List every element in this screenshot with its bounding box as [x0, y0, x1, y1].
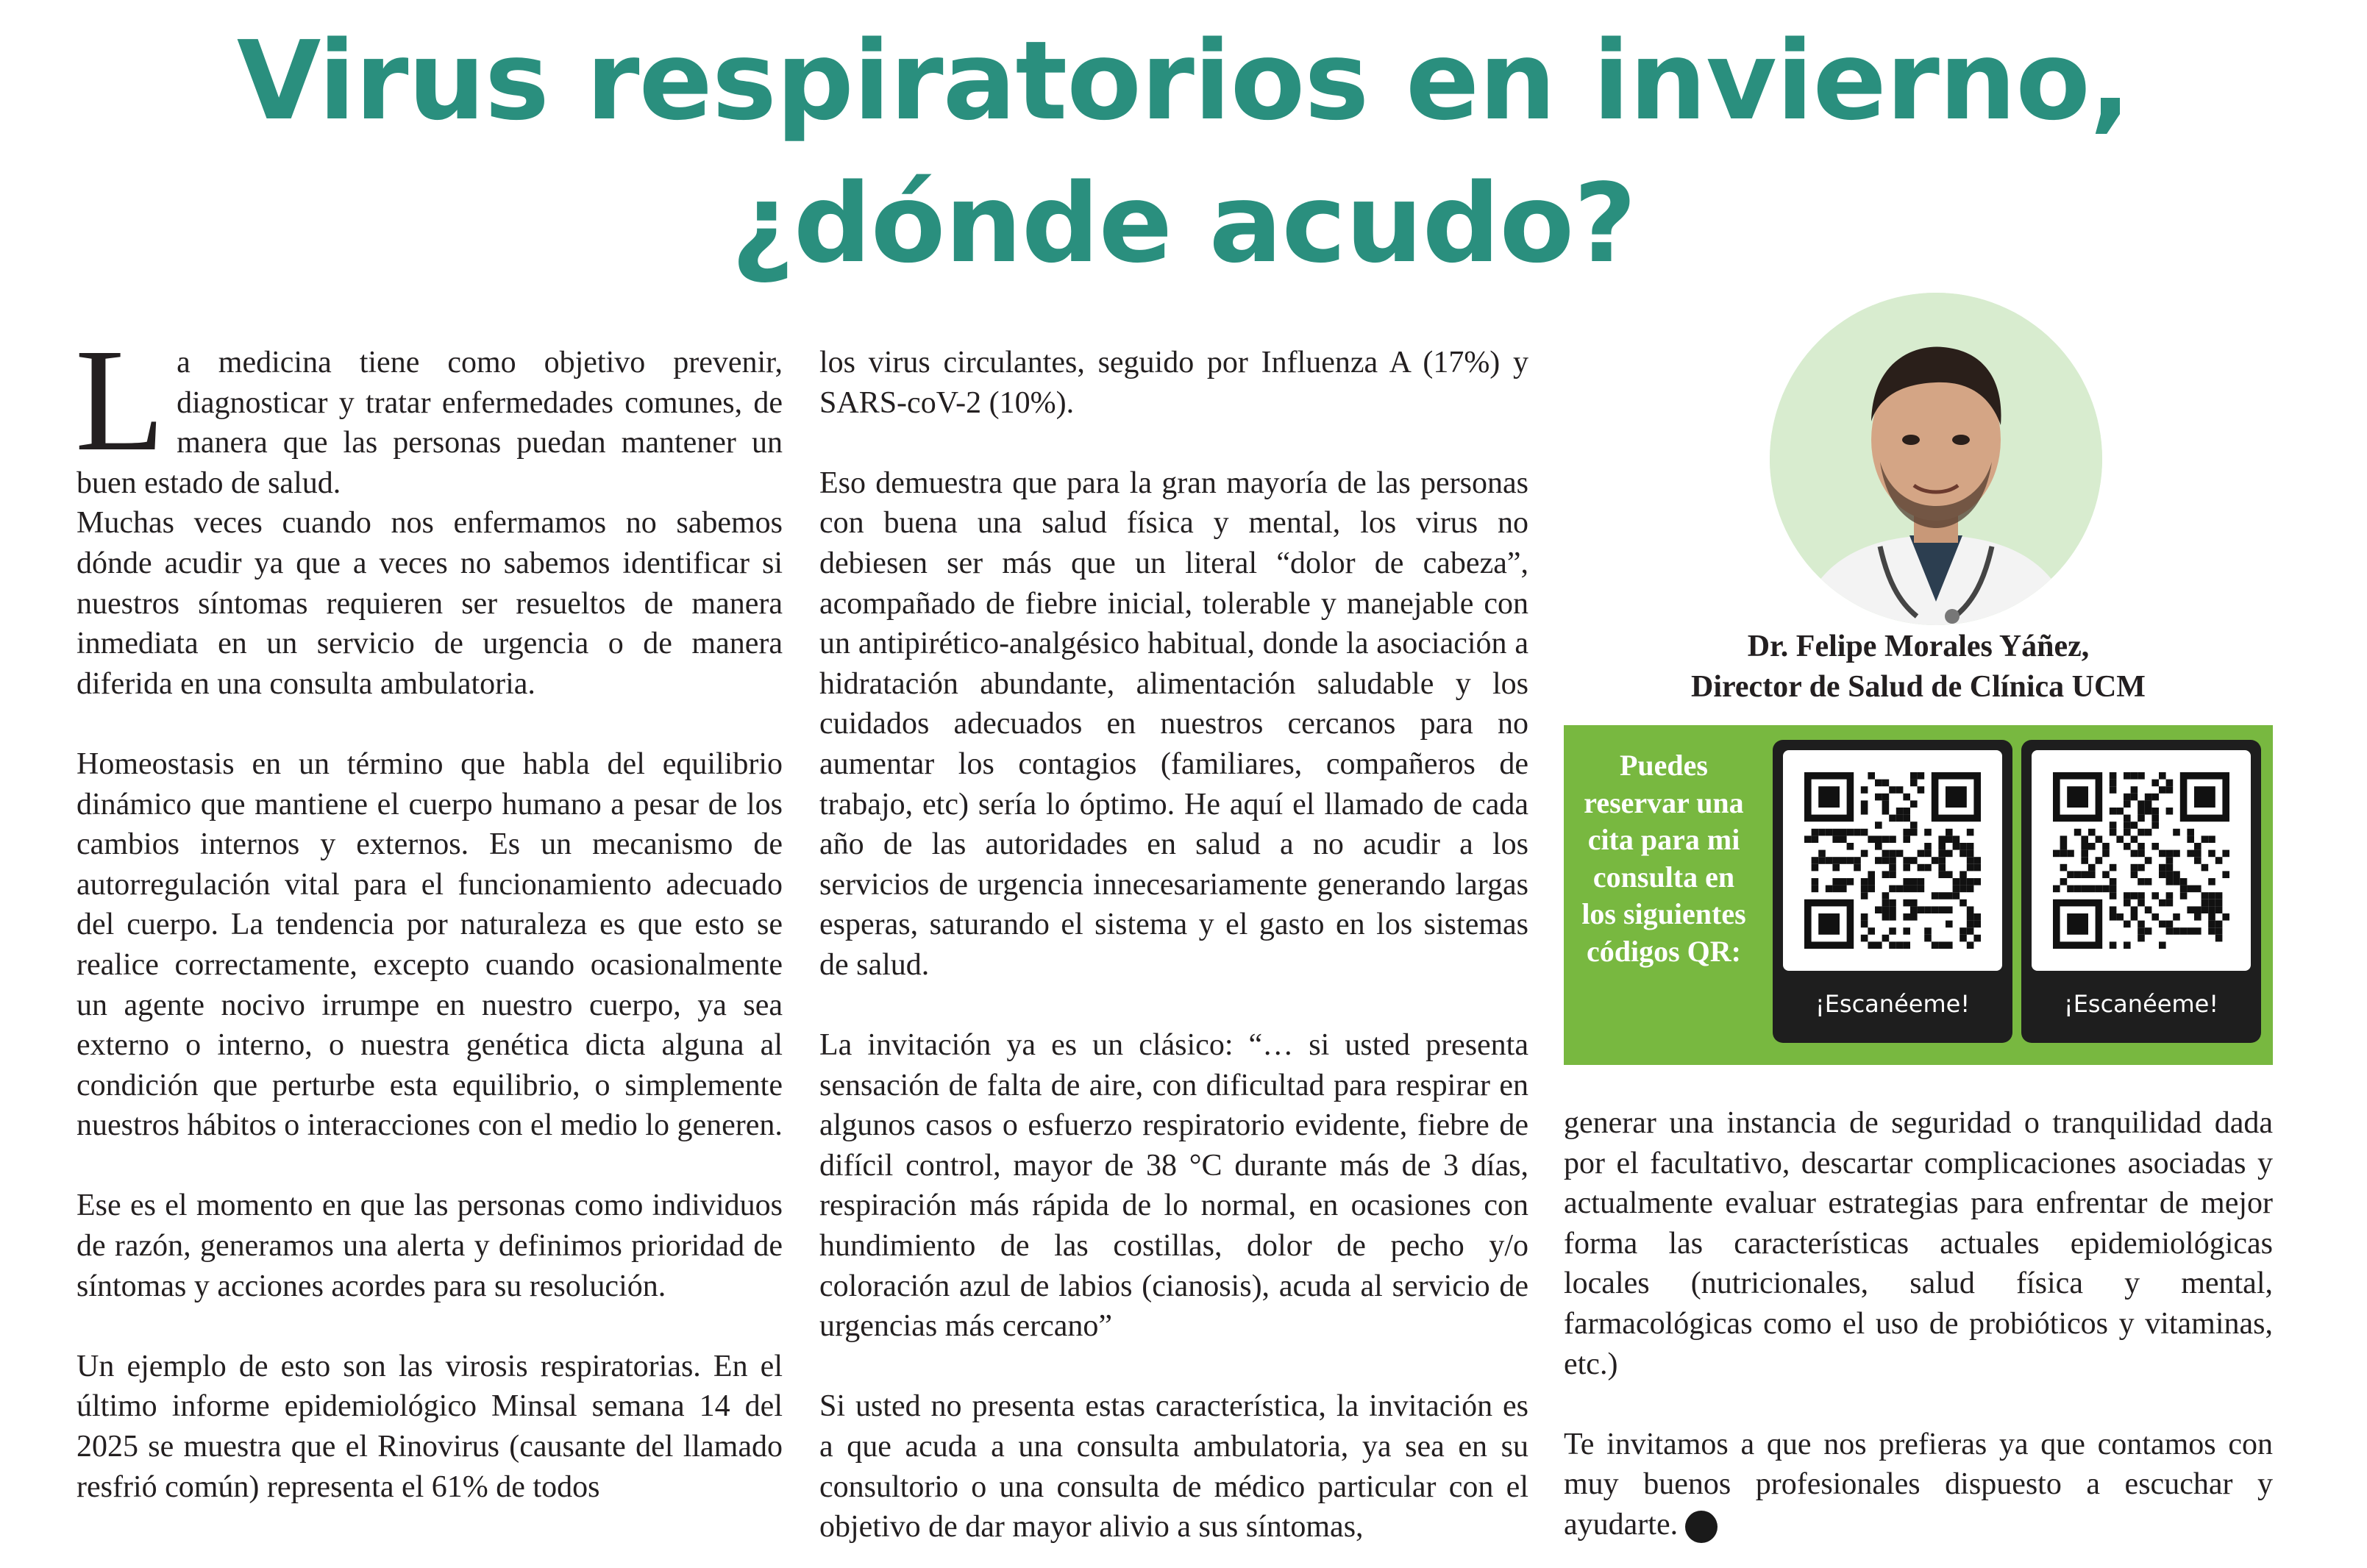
article-paragraph: Homeostasis en un término que habla del equilibrio dinámico que mantiene el cuerpo humano a pesar de los cambios internos y externos. Es un mecanismo de autorregulación vital para el funcionamiento adecuado del cuerpo. La tendencia por naturaleza es que esto se realice correctamente, excepto cuando ocasionalmente un agente nocivo irrumpe en nuestro cuerpo, ya sea externo o interno, o nuestra genética dicta alguna al condición que perturbe esta equilibrio, o simplemente nuestros hábitos o interacciones con el medio lo generen. [76, 746, 783, 1143]
article-paragraph: Muchas veces cuando nos enfermamos no sabemos dónde acudir ya que a veces no sabemos identificar si nuestros síntomas requieren ser resueltos de manera inmediata en un servicio de urgencia o de manera diferida en una consulta ambulatoria. [76, 506, 783, 701]
article-paragraph: Si usted no presenta estas característica, la invitación es a que acuda a una consulta ambulatoria, ya sea en su consultorio o una consulta de médico particular con el objetivo de dar mayor alivio a sus síntomas, [819, 1389, 1528, 1544]
qr-code-2[interactable] [2032, 750, 2251, 971]
author-portrait [1770, 293, 2102, 625]
article-paragraph: los virus circulantes, seguido por Influenza A (17%) y SARS-coV-2 (10%). [819, 346, 1528, 420]
article-paragraph: Un ejemplo de esto son las virosis respiratorias. En el último informe epidemiológico Minsal semana 14 del 2025 se muestra que el Rinovirus (causante del llamado resfrió común) representa el 61% de todos [76, 1349, 783, 1504]
article-column-2 [819, 343, 1528, 1547]
article-paragraph: Eso demuestra que para la gran mayoría de las personas con buena una salud física y mental, los virus no debiesen ser más que un literal “dolor de cabeza”, acompañado de fiebre inicial, tolerable y manejable con un antipirético-analgésico habitual, donde la asociación a hidratación abundante, alimentación saludable y los cuidados adecuados en nuestros cercanos para no aumentar los contagios (familiares, compañeros de trabajo, etc) sería lo óptimo. He aquí el llamado de cada año de las autoridades en salud a no acudir a los servicios de urgencia innecesariamente generando largas esperas, saturando el sistema y el gasto en los sistemas de salud. [819, 466, 1528, 982]
end-mark-icon [1685, 1511, 1718, 1543]
qr-card-1[interactable] [1773, 740, 2012, 1043]
promo-text: Puedes reservar una cita para mi consulta en los siguientes códigos QR: [1581, 749, 1746, 968]
article-paragraph [1564, 1425, 2273, 1545]
headline-line-1: Virus respiratorios en invierno, [236, 18, 2131, 144]
qr-card-2[interactable] [2021, 740, 2261, 1043]
qr-code-icon [1804, 772, 1981, 949]
qr-code-icon [2053, 772, 2229, 949]
article-paragraph: generar una instancia de seguridad o tranquilidad dada por el facultativo, descartar complicaciones asociadas y actualmente evaluar estrategias para enfrentar de mejor forma las características actuales epidemiológicas locales (nutricionales, salud física y mental, farmacológicas como el uso de probióticos y vitaminas, etc.) [1564, 1106, 2273, 1381]
drop-cap: L [75, 319, 165, 482]
author-name: Dr. Felipe Morales Yáñez, [1747, 630, 2090, 663]
author-role: Director de Salud de Clínica UCM [1691, 670, 2146, 704]
article-paragraph: La invitación ya es un clásico: “… si usted presenta sensación de falta de aire, con dificultad para respirar en algunos casos o esfuerzo respiratorio evidente, fiebre de difícil control, mayor de 38 °C durante más de 3 días, respiración más rápida de lo normal, en ocasiones con hundimiento de las costillas, dolor de pecho y/o coloración azul de labios (cianosis), acuda al servicio de urgencias más cercano” [819, 1028, 1528, 1344]
author-caption [1564, 627, 2273, 708]
qr-code-1[interactable] [1783, 750, 2002, 971]
qr-promo-box [1564, 725, 2273, 1065]
headline-line-2: ¿dónde acudo? [730, 160, 1637, 287]
article-column-3 [1564, 1103, 2273, 1545]
paragraph-text: Te invitamos a que nos prefieras ya que contamos con muy buenos profesionales dispuesto a escuchar y ayudarte. [1564, 1427, 2273, 1542]
paragraph-text: a medicina tiene como objetivo prevenir, diagnosticar y tratar enfermedades comunes, de manera que las personas puedan mantener un buen estado de salud. [76, 346, 783, 500]
article-column-1 [75, 319, 783, 1507]
author-photo-icon [1770, 293, 2102, 625]
article-paragraph: Ese es el momento en que las personas como individuos de razón, generamos una alerta y definimos prioridad de síntomas y acciones acordes para su resolución. [76, 1189, 783, 1303]
scan-label-2: ¡Escanéeme! [2063, 990, 2219, 1018]
article-paragraph [75, 319, 783, 503]
scan-label-1: ¡Escanéeme! [1815, 990, 1971, 1018]
